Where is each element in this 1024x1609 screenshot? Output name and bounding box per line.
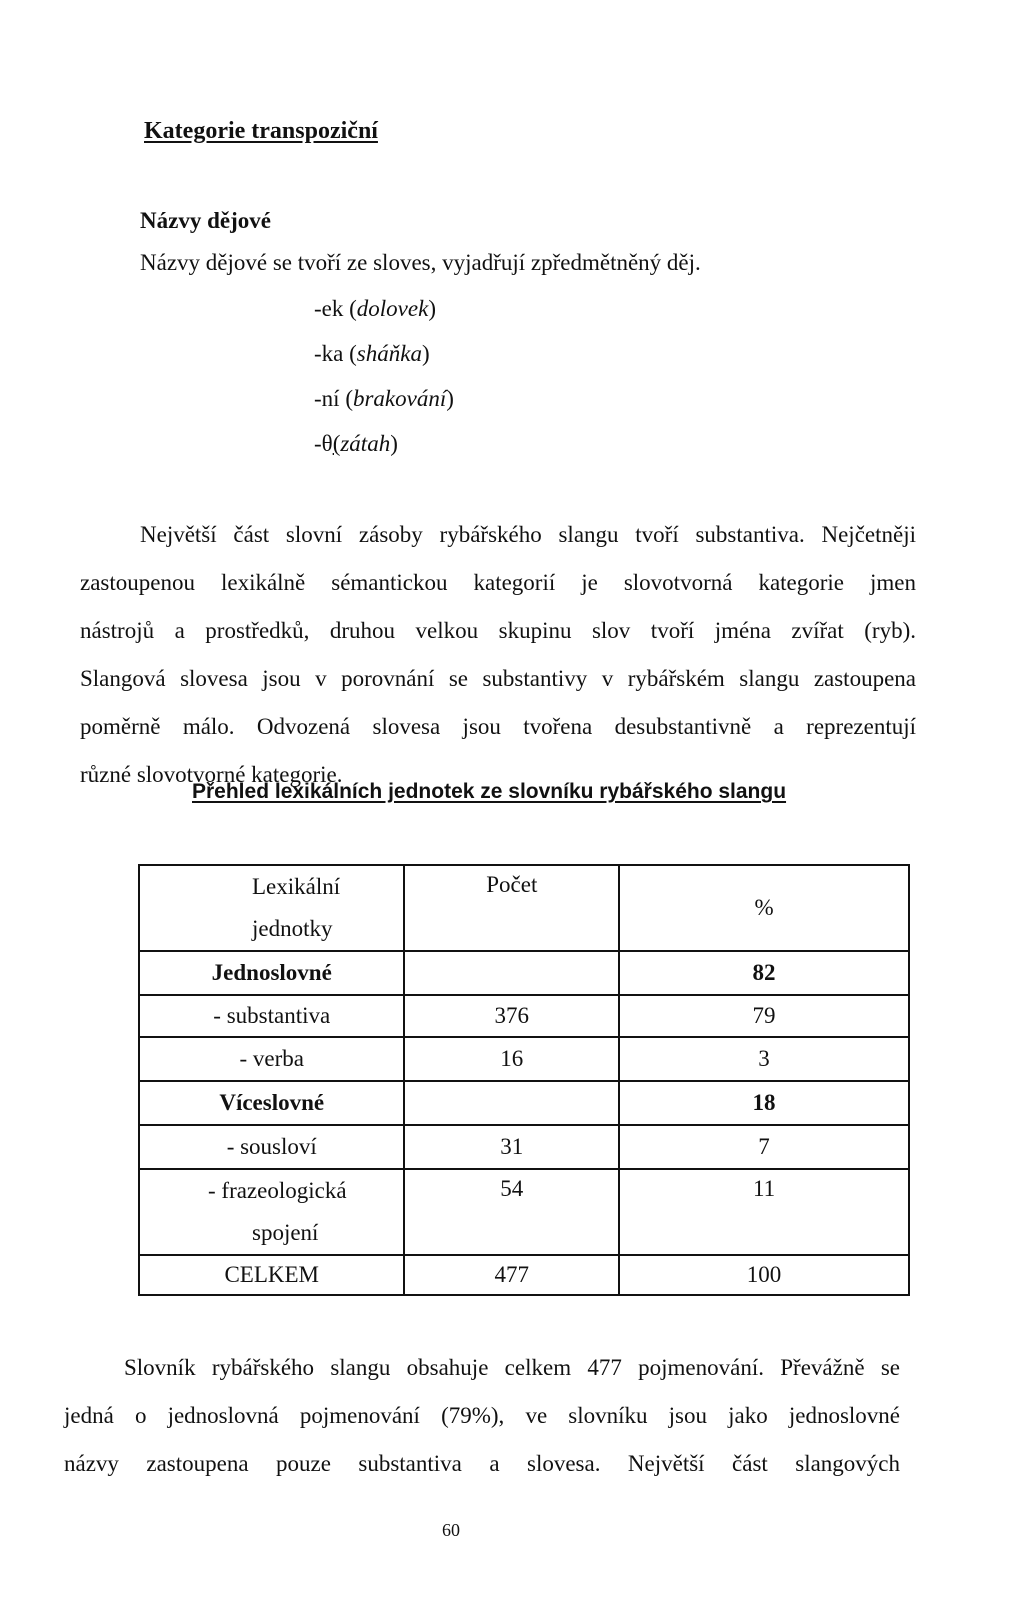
header-line: Lexikální: [252, 874, 341, 899]
row-label: - substantiva: [139, 995, 404, 1037]
row-count: 477: [404, 1255, 619, 1295]
row-count: 54: [404, 1169, 619, 1255]
suffix: -ní: [314, 386, 340, 411]
row-percent: 11: [619, 1169, 909, 1255]
row-count: [404, 951, 619, 995]
row-percent: 7: [619, 1125, 909, 1169]
suffix-example-ek: -ek (dolovek): [314, 296, 436, 321]
row-label: - sousloví: [139, 1125, 404, 1169]
suffix-example-ni: -ní (brakování): [314, 386, 454, 411]
header-percent: %: [619, 865, 909, 951]
paragraph-line: zastoupenou lexikálně sémantickou kategorií je slovotvorná kategorie jmen: [80, 570, 916, 595]
paragraph-line: jedná o jednoslovná pojmenování (79%), ve slovníku jsou jako jednoslovné: [64, 1403, 900, 1428]
suffix-example-word: sháňka: [356, 341, 422, 366]
table-row: [139, 1125, 909, 1169]
header-line: jednotky: [252, 916, 333, 941]
suffix-example-word: zátah: [340, 431, 391, 456]
paragraph-line: Největší část slovní zásoby rybářského slangu tvoří substantiva. Nejčetněji: [140, 522, 916, 547]
intro-sentence: Názvy dějové se tvoří ze sloves, vyjadřují zpředmětněný děj.: [140, 250, 701, 275]
paragraph-line: Slangová slovesa jsou v porovnání se substantivy v rybářském slangu zastoupena: [80, 666, 916, 691]
row-count: 376: [404, 995, 619, 1037]
row-percent: 79: [619, 995, 909, 1037]
suffix-example-zero: -θ(zátah): [314, 431, 398, 456]
row-count: [404, 1081, 619, 1125]
subsection-title: Názvy dějové: [140, 208, 271, 233]
table-header-row: [139, 865, 909, 951]
table-row: [139, 951, 909, 995]
paragraph-line: nástrojů a prostředků, druhou velkou skupinu slov tvoří jména zvířat (ryb).: [80, 618, 916, 643]
row-percent: 18: [619, 1081, 909, 1125]
row-count: 31: [404, 1125, 619, 1169]
row-percent: 3: [619, 1037, 909, 1081]
table-row-total: [139, 1255, 909, 1295]
row-percent: 82: [619, 951, 909, 995]
row-label: [139, 1169, 404, 1255]
suffix-example-word: dolovek: [356, 296, 429, 321]
suffix: -θ: [314, 431, 333, 456]
row-label-line: spojení: [252, 1220, 319, 1245]
suffix: -ka: [314, 341, 344, 366]
table-row: [139, 995, 909, 1037]
header-lexical-units: [139, 865, 404, 951]
paragraph-line: poměrně málo. Odvozená slovesa jsou tvořena desubstantivně a reprezentují: [80, 714, 916, 739]
table-row: [139, 1081, 909, 1125]
paragraph-line: různé slovotvorné kategorie.: [80, 762, 343, 787]
header-count: Počet: [404, 865, 619, 951]
suffix-example-ka: -ka (sháňka): [314, 341, 430, 366]
row-percent: 100: [619, 1255, 909, 1295]
table-row: [139, 1169, 909, 1255]
section-title: Kategorie transpoziční: [144, 118, 378, 144]
row-label: CELKEM: [139, 1255, 404, 1295]
paragraph-line: Slovník rybářského slangu obsahuje celkem 477 pojmenování. Převážně se: [124, 1355, 900, 1380]
lexical-units-table: [138, 864, 910, 1296]
row-count: 16: [404, 1037, 619, 1081]
suffix-example-word: brakování: [352, 386, 447, 411]
row-label: - verba: [139, 1037, 404, 1081]
paragraph-dictionary-summary: [64, 1344, 900, 1488]
row-label: Jednoslovné: [139, 951, 404, 995]
row-label-line: - frazeologická: [208, 1178, 347, 1203]
table-row: [139, 1037, 909, 1081]
page-number: 60: [442, 1520, 460, 1540]
table-title: Přehled lexikálních jednotek ze slovníku rybářského slangu: [192, 780, 787, 803]
suffix: -ek: [314, 296, 344, 321]
row-label: Víceslovné: [139, 1081, 404, 1125]
paragraph-slang-word-classes: [80, 511, 916, 799]
paragraph-line: názvy zastoupena pouze substantiva a slovesa. Největší část slangových: [64, 1451, 900, 1476]
